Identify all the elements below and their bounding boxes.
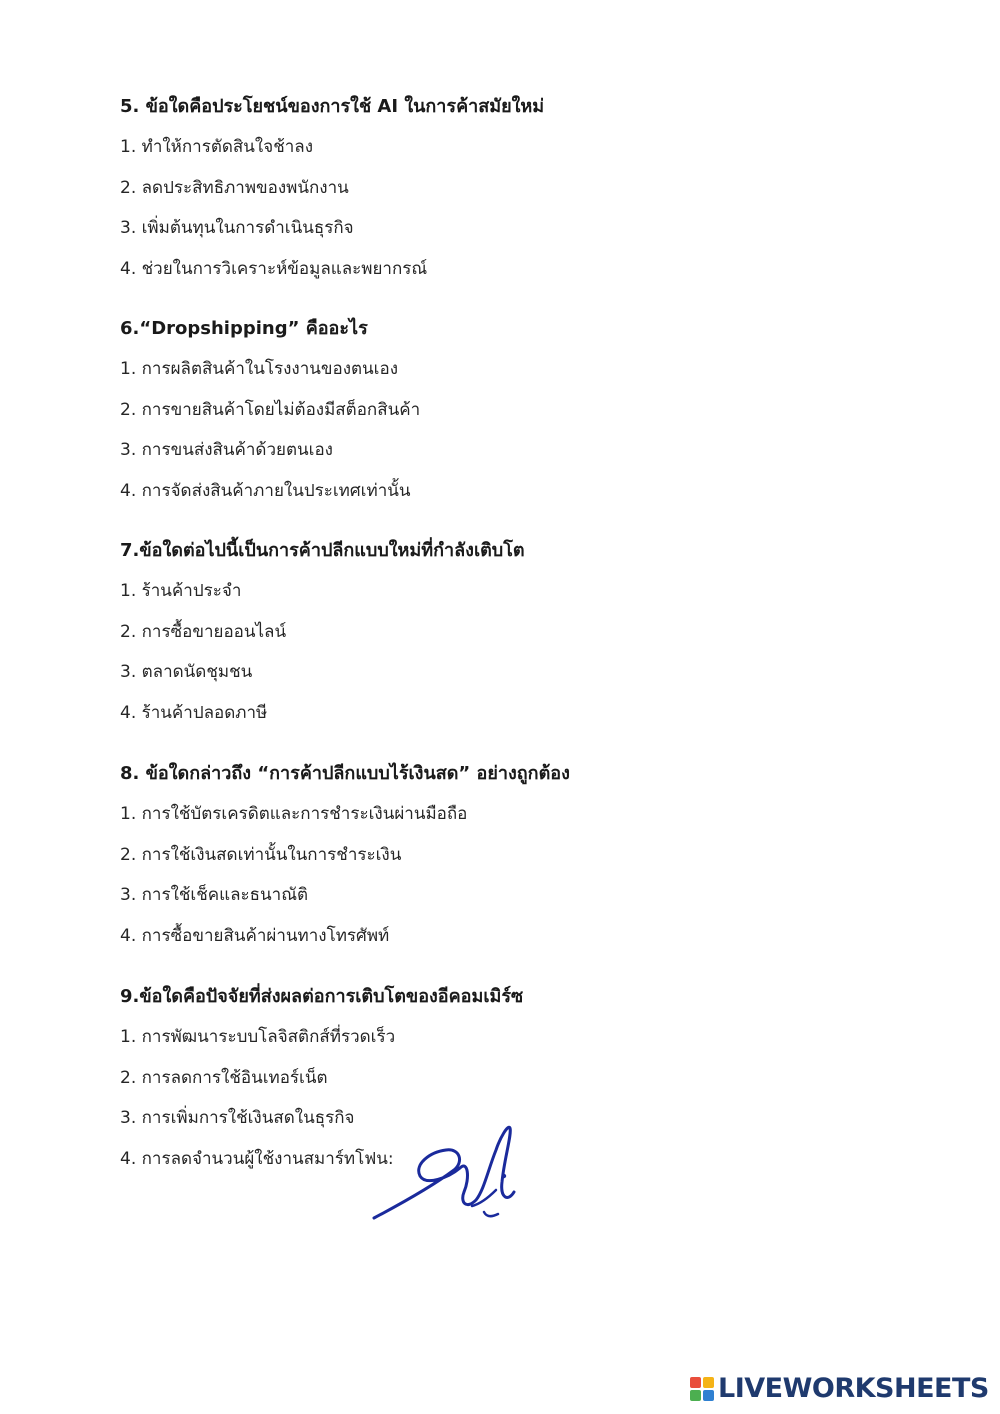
answer-option[interactable]: 3. การใช้เช็คและธนาณัติ <box>120 885 309 905</box>
question-title: 7.ข้อใดต่อไปนี้เป็นการค้าปลีกแบบใหม่ที่กำลังเติบโต <box>120 540 525 561</box>
answer-option[interactable]: 4. การลดจำนวนผู้ใช้งานสมาร์ทโฟน: <box>120 1148 394 1169</box>
signature-stroke <box>374 1127 514 1218</box>
answer-option[interactable]: 3. เพิ่มต้นทุนในการดำเนินธุรกิจ <box>120 218 354 238</box>
answer-option[interactable]: 2. การขายสินค้าโดยไม่ต้องมีสต็อกสินค้า <box>120 399 421 420</box>
brand-name: LIVEWORKSHEETS <box>718 1373 989 1404</box>
answer-option[interactable]: 4. การซื้อขายสินค้าผ่านทางโทรศัพท์ <box>120 925 390 946</box>
logo-square-yellow <box>703 1377 714 1388</box>
question-7 <box>120 538 880 740</box>
answer-option[interactable]: 1. การพัฒนาระบบโลจิสติกส์ที่รวดเร็ว <box>120 1027 396 1047</box>
answer-option[interactable]: 1. การใช้บัตรเครดิตและการชำระเงินผ่านมือถือ <box>120 804 468 824</box>
liveworksheets-logo-icon <box>690 1377 714 1401</box>
answer-option[interactable]: 1. การผลิตสินค้าในโรงงานของตนเอง <box>120 359 398 379</box>
signature-dot <box>502 1174 506 1178</box>
signature-stroke <box>472 1190 498 1216</box>
question-title: 5. ข้อใดคือประโยชน์ของการใช้ AI ในการค้าสมัยใหม่ <box>120 96 545 117</box>
answer-option[interactable]: 3. การเพิ่มการใช้เงินสดในธุรกิจ <box>120 1108 355 1128</box>
answer-option[interactable]: 3. ตลาดนัดชุมชน <box>120 662 253 682</box>
liveworksheets-brand <box>690 1374 989 1404</box>
answer-option[interactable]: 2. การลดการใช้อินเทอร์เน็ต <box>120 1067 328 1088</box>
question-8 <box>120 761 880 963</box>
logo-square-red <box>690 1377 701 1388</box>
answer-option[interactable]: 3. การขนส่งสินค้าด้วยตนเอง <box>120 440 333 460</box>
answer-option[interactable]: 4. ร้านค้าปลอดภาษี <box>120 702 268 723</box>
answer-option[interactable]: 4. การจัดส่งสินค้าภายในประเทศเท่านั้น <box>120 480 411 501</box>
question-title: 9.ข้อใดคือปัจจัยที่ส่งผลต่อการเติบโตของอีคอมเมิร์ซ <box>120 986 524 1007</box>
handwritten-signature <box>368 1120 528 1230</box>
question-6 <box>120 316 880 518</box>
answer-option[interactable]: 1. ร้านค้าประจำ <box>120 581 242 601</box>
question-5 <box>120 94 880 296</box>
question-title: 6.“Dropshipping” คืออะไร <box>120 318 368 339</box>
logo-square-green <box>690 1390 701 1401</box>
answer-option[interactable]: 2. การใช้เงินสดเท่านั้นในการชำระเงิน <box>120 844 402 865</box>
answer-option[interactable]: 1. ทำให้การตัดสินใจช้าลง <box>120 137 313 157</box>
logo-square-blue <box>703 1390 714 1401</box>
answer-option[interactable]: 2. ลดประสิทธิภาพของพนักงาน <box>120 177 349 198</box>
answer-option[interactable]: 4. ช่วยในการวิเคราะห์ข้อมูลและพยากรณ์ <box>120 258 428 279</box>
question-title: 8. ข้อใดกล่าวถึง “การค้าปลีกแบบไร้เงินสด” อย่างถูกต้อง <box>120 763 570 784</box>
answer-option[interactable]: 2. การซื้อขายออนไลน์ <box>120 621 287 642</box>
